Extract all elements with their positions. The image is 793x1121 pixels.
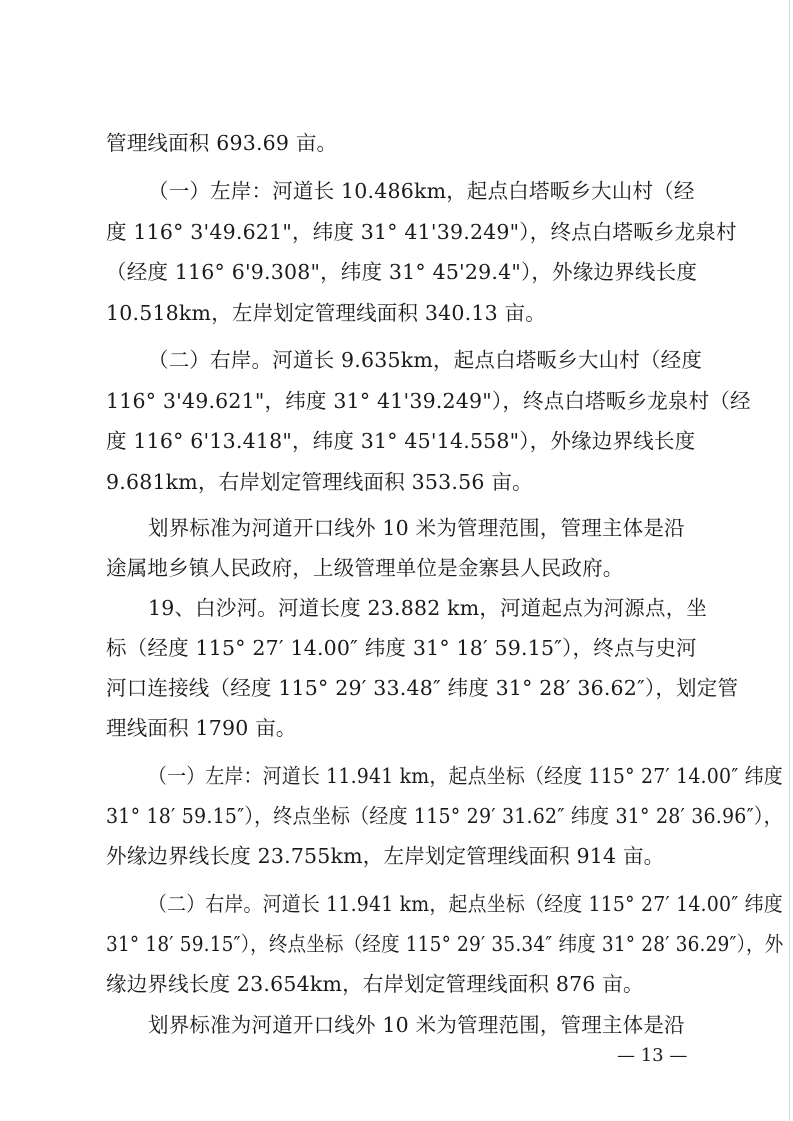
text-line: 31° 18′ 59.15″），终点坐标（经度 115° 29′ 35.34″ 纬度 31° 28′ 36.29″），外 (106, 932, 784, 956)
text-line: 度 116° 3'49.621"，纬度 31° 41'39.249"），终点白塔畈乡龙泉村 (106, 220, 737, 244)
text-line: 标（经度 115° 27′ 14.00″ 纬度 31° 18′ 59.15″），终点与史河 (106, 636, 697, 660)
text-line: （二）右岸。河道长 9.635km，起点白塔畈乡大山村（经度 (148, 348, 703, 372)
text-line: （一）左岸：河道长 10.486km，起点白塔畈乡大山村（经 (148, 179, 695, 203)
text-line: 116° 3'49.621"，纬度 31° 41'39.249"），终点白塔畈乡龙泉村（经 (106, 389, 751, 413)
text-line: 管理线面积 693.69 亩。 (106, 131, 338, 155)
text-line: （一）左岸：河道长 11.941 km，起点坐标（经度 115° 27′ 14.00″ 纬度 (148, 764, 783, 788)
scan-edge (789, 0, 790, 1121)
text-line: 9.681km，右岸划定管理线面积 353.56 亩。 (106, 470, 533, 494)
text-line: 划界标准为河道开口线外 10 米为管理范围，管理主体是沿 (148, 1013, 685, 1037)
text-line: 度 116° 6'13.418"，纬度 31° 45'14.558"），外缘边界线长度 (106, 429, 696, 453)
text-line: （二）右岸。河道长 11.941 km，起点坐标（经度 115° 27′ 14.00″ 纬度 (148, 892, 783, 916)
text-line: 途属地乡镇人民政府，上级管理单位是金寨县人民政府。 (106, 556, 624, 580)
text-line: 理线面积 1790 亩。 (106, 716, 297, 740)
page-number: — 13 — (617, 1045, 688, 1066)
text-line: 外缘边界线长度 23.755km，左岸划定管理线面积 914 亩。 (106, 844, 665, 868)
text-line: （经度 116° 6'9.308"，纬度 31° 45'29.4"），外缘边界线长度 (106, 260, 698, 284)
text-line: 河口连接线（经度 115° 29′ 33.48″ 纬度 31° 28′ 36.62″），划定管 (106, 676, 739, 700)
text-line: 31° 18′ 59.15″），终点坐标（经度 115° 29′ 31.62″ 纬度 31° 28′ 36.96″）， (106, 804, 783, 828)
text-line: 19、白沙河。河道长度 23.882 km，河道起点为河源点，坐 (148, 596, 708, 620)
text-line: 划界标准为河道开口线外 10 米为管理范围，管理主体是沿 (148, 516, 685, 540)
text-line: 缘边界线长度 23.654km，右岸划定管理线面积 876 亩。 (106, 972, 644, 996)
text-line: 10.518km，左岸划定管理线面积 340.13 亩。 (106, 301, 546, 325)
